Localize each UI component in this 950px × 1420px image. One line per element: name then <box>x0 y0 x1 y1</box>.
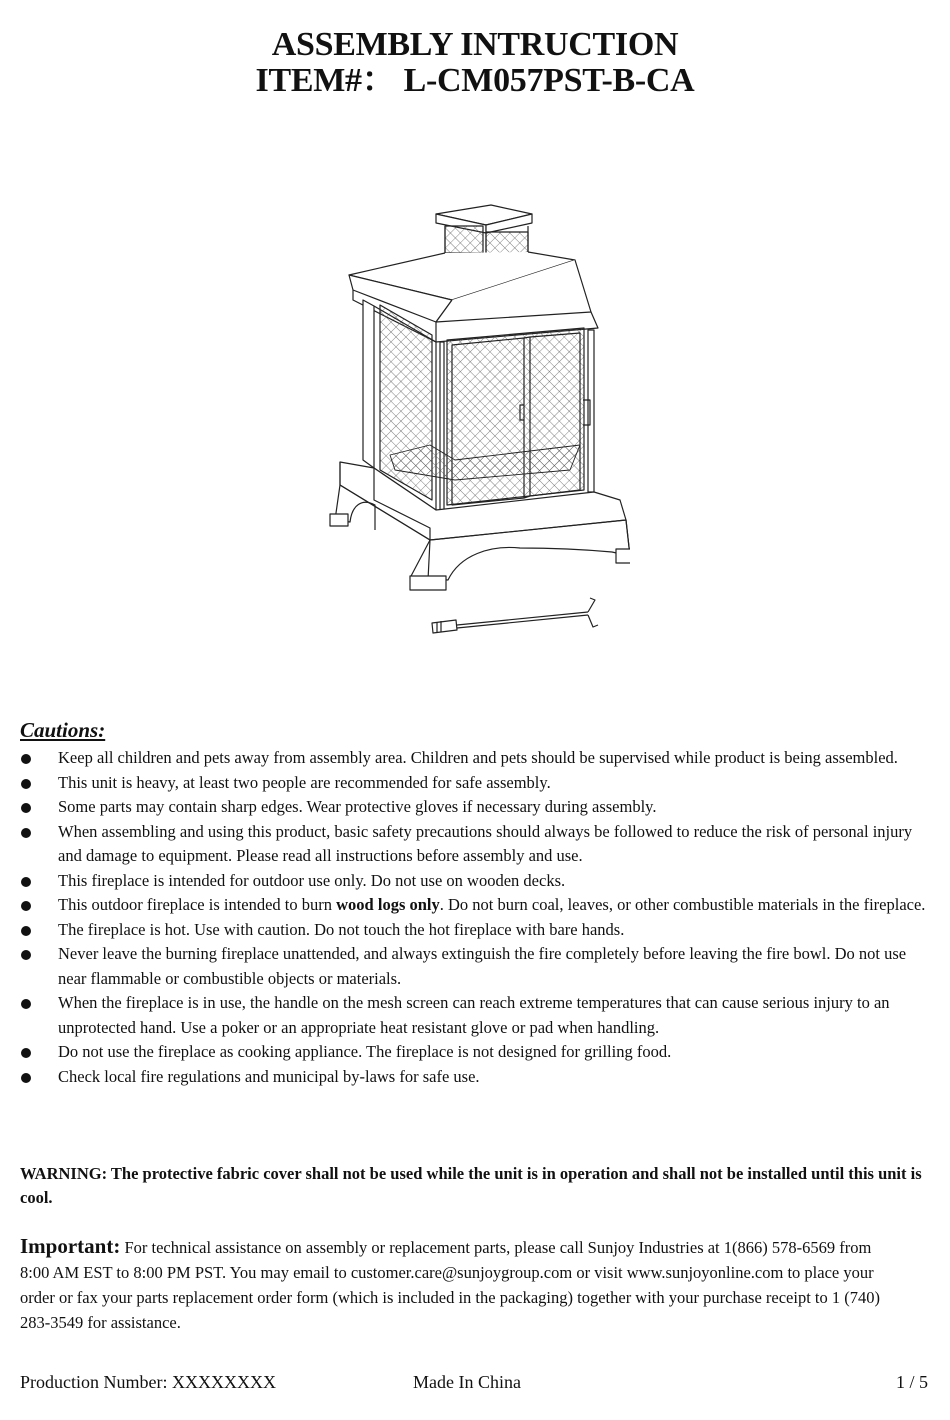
bullet-icon <box>21 926 31 936</box>
bullet-icon <box>21 828 31 838</box>
bullet-icon <box>21 999 31 1009</box>
bullet-icon <box>21 803 31 813</box>
caution-item: Some parts may contain sharp edges. Wear protective gloves if necessary during assembly. <box>20 795 930 820</box>
caution-item: Do not use the fireplace as cooking appliance. The fireplace is not designed for grilling food. <box>20 1040 930 1065</box>
item-number: ITEM#： L-CM057PST-B-CA <box>255 62 695 99</box>
production-number: Production Number: XXXXXXXX <box>20 1372 276 1392</box>
warning-text: WARNING: The protective fabric cover shall not be used while the unit is in operation and shall not be installed until this unit is cool. <box>20 1164 922 1207</box>
document-title: ASSEMBLY INTRUCTION <box>271 26 679 63</box>
important-label: Important: <box>20 1234 121 1258</box>
caution-item: When the fireplace is in use, the handle on the mesh screen can reach extreme temperatures that can cause serious injury to an unprotected hand. Use a poker or an appropriate heat resistant glove or pad when handling. <box>20 991 930 1040</box>
caution-item: When assembling and using this product, basic safety precautions should always be followed to reduce the risk of personal injury and damage to equipment. Please read all instructions before assembly and use. <box>20 820 930 869</box>
cautions-list <box>20 746 930 1089</box>
caution-item: This fireplace is intended for outdoor use only. Do not use on wooden decks. <box>20 869 930 894</box>
caution-item: Keep all children and pets away from assembly area. Children and pets should be supervised while product is being assembled. <box>20 746 930 771</box>
bullet-icon <box>21 901 31 911</box>
caution-item: The fireplace is hot. Use with caution. Do not touch the hot fireplace with bare hands. <box>20 918 930 943</box>
bullet-icon <box>21 779 31 789</box>
bullet-icon <box>21 754 31 764</box>
caution-item: This outdoor fireplace is intended to burn wood logs only. Do not burn coal, leaves, or other combustible materials in the fireplace. <box>20 893 930 918</box>
emphasis-text: wood logs only <box>336 895 440 914</box>
bullet-icon <box>21 877 31 887</box>
bullet-icon <box>21 950 31 960</box>
bullet-icon <box>21 1048 31 1058</box>
important-note <box>20 1234 890 1335</box>
origin-label: Made In China <box>413 1372 521 1392</box>
fireplace-illustration <box>310 200 630 650</box>
page-number: 1 / 5 <box>895 1372 928 1392</box>
caution-item: This unit is heavy, at least two people are recommended for safe assembly. <box>20 771 930 796</box>
caution-item: Check local fire regulations and municipal by-laws for safe use. <box>20 1065 930 1090</box>
caution-item: Never leave the burning fireplace unattended, and always extinguish the fire completely before leaving the fire bowl. Do not use near flammable or combustible objects or materials. <box>20 942 930 991</box>
bullet-icon <box>21 1073 31 1083</box>
cautions-heading: Cautions: <box>20 718 106 742</box>
important-text: For technical assistance on assembly or replacement parts, please call Sunjoy Industries at 1(866) 578-6569 from 8:00 AM EST to 8:00 PM PST. You may email to customer.care@sunjoygroup.com or visit www.sunjoyonline.com to place your order or fax your parts replacement order form (which is included in the packaging) together with your purchase receipt to 1 (740) 283-3549 for assistance. <box>20 1238 880 1332</box>
